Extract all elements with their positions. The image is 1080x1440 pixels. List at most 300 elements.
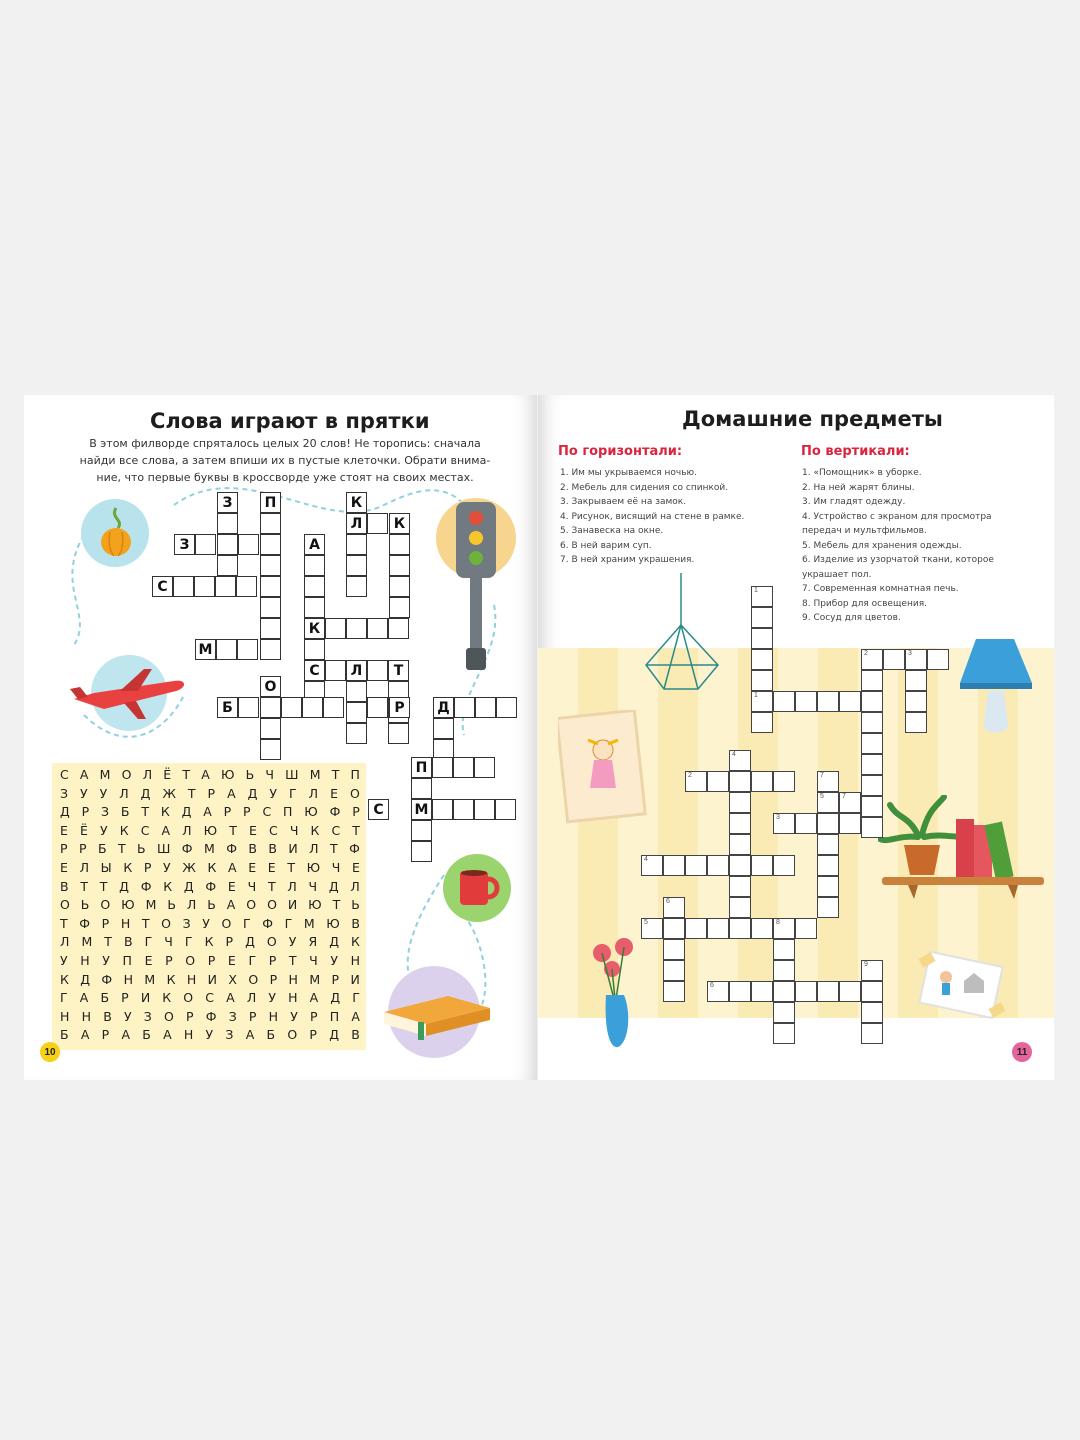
word-search-letter[interactable]: А bbox=[309, 990, 319, 1006]
word-search-letter[interactable]: Ж bbox=[182, 860, 196, 875]
cross-cell[interactable] bbox=[751, 918, 773, 939]
cross-cell[interactable] bbox=[817, 813, 839, 834]
word-search-letter[interactable]: К bbox=[60, 971, 69, 987]
cross-cell[interactable] bbox=[389, 555, 410, 576]
cross-cell[interactable] bbox=[861, 1023, 883, 1044]
cross-cell[interactable] bbox=[861, 733, 883, 754]
word-search-letter[interactable]: В bbox=[351, 1027, 360, 1043]
word-search-letter[interactable]: З bbox=[101, 804, 110, 820]
cross-cell[interactable] bbox=[729, 897, 751, 918]
word-search-letter[interactable]: Ю bbox=[220, 767, 235, 782]
word-search-letter[interactable]: Р bbox=[352, 804, 360, 820]
cross-cell[interactable] bbox=[238, 534, 259, 555]
cross-cell[interactable]: З bbox=[174, 534, 195, 555]
cross-cell[interactable] bbox=[217, 555, 238, 576]
cross-cell[interactable] bbox=[325, 660, 346, 681]
word-search-letter[interactable]: В bbox=[103, 1008, 112, 1024]
cross-cell[interactable] bbox=[927, 649, 949, 670]
word-search-letter[interactable]: П bbox=[122, 953, 132, 968]
word-search-letter[interactable]: О bbox=[100, 897, 111, 913]
cross-cell[interactable] bbox=[325, 618, 346, 639]
cross-cell[interactable] bbox=[388, 723, 409, 744]
word-search-letter[interactable]: Ф bbox=[329, 804, 341, 820]
word-search-letter[interactable]: Т bbox=[117, 841, 126, 857]
word-search-letter[interactable]: П bbox=[350, 767, 360, 782]
cross-cell[interactable] bbox=[304, 639, 325, 660]
cross-cell[interactable] bbox=[217, 534, 238, 555]
word-search-letter[interactable]: Н bbox=[81, 1008, 91, 1024]
word-search-letter[interactable]: Ф bbox=[205, 1008, 217, 1024]
cross-cell[interactable]: П bbox=[260, 492, 281, 513]
cross-cell[interactable] bbox=[474, 757, 495, 778]
word-search-letter[interactable]: А bbox=[226, 897, 236, 913]
cross-cell[interactable] bbox=[861, 960, 883, 981]
cross-cell[interactable] bbox=[663, 918, 685, 939]
word-search-letter[interactable]: Т bbox=[187, 785, 196, 801]
cross-cell[interactable] bbox=[729, 918, 751, 939]
cross-cell[interactable] bbox=[304, 555, 325, 576]
word-search-letter[interactable]: Р bbox=[78, 841, 87, 857]
cross-cell[interactable] bbox=[237, 639, 258, 660]
cross-cell[interactable] bbox=[260, 639, 281, 660]
word-search-letter[interactable]: Г bbox=[184, 934, 193, 950]
word-search-letter[interactable]: В bbox=[351, 915, 360, 931]
cross-cell[interactable] bbox=[773, 813, 795, 834]
word-search-letter[interactable]: Ч bbox=[331, 860, 341, 875]
cross-cell[interactable]: М bbox=[411, 799, 432, 820]
cross-cell[interactable] bbox=[773, 855, 795, 876]
word-search-letter[interactable]: В bbox=[268, 841, 277, 857]
cross-cell[interactable] bbox=[663, 960, 685, 981]
word-search-letter[interactable]: Р bbox=[310, 1008, 318, 1024]
word-search-letter[interactable]: Д bbox=[245, 934, 255, 950]
word-search-letter[interactable]: Х bbox=[228, 971, 237, 987]
word-search-letter[interactable]: Т bbox=[60, 915, 68, 931]
cross-cell[interactable] bbox=[173, 576, 194, 597]
word-search-letter[interactable]: Д bbox=[183, 878, 194, 894]
cross-cell[interactable] bbox=[346, 723, 367, 744]
word-search-letter[interactable]: М bbox=[144, 971, 156, 987]
cross-cell[interactable] bbox=[817, 897, 839, 918]
cross-cell[interactable] bbox=[453, 799, 474, 820]
word-search-letter[interactable]: М bbox=[303, 915, 315, 931]
word-search-letter[interactable]: Р bbox=[101, 915, 110, 931]
word-search-letter[interactable]: А bbox=[80, 1027, 90, 1043]
word-search-letter[interactable]: Р bbox=[248, 1008, 257, 1024]
word-search-letter[interactable]: Н bbox=[183, 1027, 194, 1043]
word-search-letter[interactable]: Р bbox=[165, 953, 173, 968]
cross-cell[interactable] bbox=[346, 555, 367, 576]
word-search-letter[interactable]: Б bbox=[60, 1027, 69, 1043]
cross-cell[interactable]: А bbox=[304, 534, 325, 555]
word-search-letter[interactable]: Р bbox=[60, 841, 68, 857]
cross-cell[interactable] bbox=[905, 649, 927, 670]
word-search-letter[interactable]: Ф bbox=[140, 878, 152, 894]
cross-cell[interactable] bbox=[367, 697, 388, 718]
word-search-letter[interactable]: А bbox=[245, 1027, 255, 1043]
word-search-letter[interactable]: А bbox=[79, 767, 89, 782]
cross-cell[interactable] bbox=[346, 576, 367, 597]
word-search-letter[interactable]: Б bbox=[120, 804, 130, 820]
cross-cell[interactable] bbox=[260, 576, 281, 597]
word-search-letter[interactable]: Б bbox=[97, 841, 107, 857]
cross-cell[interactable] bbox=[346, 534, 367, 555]
word-search-letter[interactable]: О bbox=[121, 767, 132, 782]
word-search-letter[interactable]: А bbox=[161, 822, 171, 838]
cross-cell[interactable] bbox=[641, 918, 663, 939]
cross-cell[interactable] bbox=[861, 817, 883, 838]
word-search-letter[interactable]: Н bbox=[186, 971, 197, 987]
word-search-letter[interactable]: Л bbox=[119, 785, 129, 801]
cross-cell[interactable] bbox=[751, 628, 773, 649]
word-search-letter[interactable]: Т bbox=[80, 878, 88, 894]
word-search-letter[interactable]: Д bbox=[80, 971, 91, 987]
word-search-letter[interactable]: Т bbox=[141, 804, 149, 820]
word-search-letter[interactable]: Г bbox=[289, 785, 297, 801]
word-search-letter[interactable]: А bbox=[121, 1027, 130, 1043]
word-search-letter[interactable]: Л bbox=[142, 767, 153, 782]
word-search-letter[interactable]: Р bbox=[207, 785, 216, 801]
word-search-letter[interactable]: К bbox=[160, 804, 170, 820]
word-search-letter[interactable]: О bbox=[161, 915, 171, 931]
word-search-letter[interactable]: Ю bbox=[306, 860, 321, 875]
cross-cell[interactable] bbox=[411, 820, 432, 841]
cross-cell[interactable] bbox=[260, 618, 281, 639]
cross-cell[interactable] bbox=[817, 981, 839, 1002]
word-search-letter[interactable]: У bbox=[268, 990, 276, 1006]
cross-cell[interactable] bbox=[367, 660, 388, 681]
word-search-letter[interactable]: Д bbox=[247, 785, 258, 801]
word-search-letter[interactable]: К bbox=[166, 971, 176, 987]
word-search-letter[interactable]: Д bbox=[119, 878, 129, 894]
word-search-letter[interactable]: К bbox=[163, 878, 173, 894]
word-search-letter[interactable]: А bbox=[203, 804, 212, 820]
cross-cell[interactable] bbox=[905, 670, 927, 691]
cross-cell[interactable] bbox=[773, 1002, 795, 1023]
cross-cell[interactable] bbox=[388, 618, 409, 639]
word-search-letter[interactable]: О bbox=[246, 897, 257, 913]
word-search-letter[interactable]: Ф bbox=[101, 971, 113, 987]
word-search-letter[interactable]: Я bbox=[308, 934, 318, 950]
word-search-letter[interactable]: Д bbox=[60, 804, 70, 820]
cross-cell[interactable] bbox=[861, 691, 883, 712]
word-search-letter[interactable]: У bbox=[330, 953, 338, 968]
word-search-letter[interactable]: Н bbox=[80, 953, 90, 968]
word-search-letter[interactable]: Т bbox=[99, 878, 108, 894]
word-search-letter[interactable]: У bbox=[99, 785, 108, 801]
word-search-letter[interactable]: Ю bbox=[308, 897, 322, 913]
word-search-letter[interactable]: Р bbox=[101, 1027, 110, 1043]
word-search-letter[interactable]: Г bbox=[352, 990, 360, 1006]
cross-cell[interactable] bbox=[795, 918, 817, 939]
cross-cell[interactable] bbox=[707, 981, 729, 1002]
cross-cell[interactable] bbox=[304, 576, 325, 597]
word-search-letter[interactable]: К bbox=[310, 822, 320, 838]
word-search-letter[interactable]: Е bbox=[227, 953, 236, 968]
word-search-letter[interactable]: Ч bbox=[164, 934, 173, 950]
cross-cell[interactable] bbox=[773, 939, 795, 960]
word-search-letter[interactable]: Ч bbox=[289, 822, 299, 838]
cross-cell[interactable] bbox=[729, 876, 751, 897]
cross-cell[interactable] bbox=[685, 855, 707, 876]
word-search-letter[interactable]: У bbox=[60, 953, 68, 968]
cross-cell[interactable] bbox=[773, 771, 795, 792]
cross-cell[interactable] bbox=[323, 697, 344, 718]
word-search-letter[interactable]: Ф bbox=[79, 915, 91, 931]
word-search-letter[interactable]: Е bbox=[267, 860, 276, 875]
cross-cell[interactable] bbox=[751, 586, 773, 607]
cross-cell[interactable] bbox=[751, 771, 773, 792]
cross-cell[interactable] bbox=[215, 576, 236, 597]
word-search-letter[interactable]: С bbox=[205, 990, 214, 1006]
cross-cell[interactable]: Б bbox=[217, 697, 238, 718]
cross-cell[interactable] bbox=[389, 597, 410, 618]
word-search-letter[interactable]: И bbox=[350, 971, 360, 987]
word-search-letter[interactable]: Ч bbox=[265, 767, 274, 782]
cross-cell[interactable] bbox=[238, 697, 259, 718]
cross-cell[interactable] bbox=[217, 513, 238, 534]
cross-cell[interactable] bbox=[883, 649, 905, 670]
word-search-letter[interactable]: Р bbox=[143, 860, 152, 875]
cross-cell[interactable] bbox=[260, 697, 281, 718]
word-search-letter[interactable]: И bbox=[288, 841, 298, 857]
cross-cell[interactable] bbox=[751, 855, 773, 876]
cross-cell[interactable] bbox=[817, 834, 839, 855]
cross-cell[interactable] bbox=[817, 691, 839, 712]
cross-cell[interactable] bbox=[729, 855, 751, 876]
word-search-letter[interactable]: О bbox=[349, 785, 360, 801]
word-search-letter[interactable]: Е bbox=[352, 860, 360, 875]
word-search-letter[interactable]: Ч bbox=[309, 953, 318, 968]
cross-cell[interactable] bbox=[707, 918, 729, 939]
word-search-letter[interactable]: Г bbox=[242, 915, 251, 931]
cross-cell[interactable] bbox=[433, 718, 454, 739]
cross-cell[interactable]: С bbox=[304, 660, 325, 681]
cross-cell[interactable] bbox=[861, 796, 883, 817]
word-search-letter[interactable]: Е bbox=[248, 860, 257, 875]
word-search-letter[interactable]: Д bbox=[328, 878, 339, 894]
cross-cell[interactable] bbox=[773, 691, 795, 712]
word-search-letter[interactable]: Ё bbox=[163, 767, 172, 782]
word-search-letter[interactable]: Ф bbox=[262, 915, 273, 931]
word-search-letter[interactable]: В bbox=[123, 934, 133, 950]
cross-cell[interactable] bbox=[663, 981, 685, 1002]
cross-cell[interactable] bbox=[260, 597, 281, 618]
cross-cell[interactable] bbox=[236, 576, 257, 597]
word-search-letter[interactable]: У bbox=[80, 785, 88, 801]
cross-cell[interactable] bbox=[729, 750, 751, 771]
word-search-letter[interactable]: Н bbox=[120, 915, 131, 931]
cross-cell[interactable] bbox=[685, 771, 707, 792]
word-search-letter[interactable]: У bbox=[202, 915, 210, 931]
word-search-letter[interactable]: О bbox=[60, 897, 70, 913]
word-search-letter[interactable]: С bbox=[140, 822, 150, 838]
word-search-letter[interactable]: Н bbox=[123, 971, 133, 987]
cross-cell[interactable] bbox=[454, 697, 475, 718]
cross-cell[interactable] bbox=[389, 576, 410, 597]
word-search-letter[interactable]: И bbox=[207, 971, 217, 987]
word-search-letter[interactable]: У bbox=[102, 953, 110, 968]
word-search-letter[interactable]: А bbox=[79, 990, 89, 1006]
word-search-letter[interactable]: Р bbox=[186, 1008, 194, 1024]
cross-cell[interactable] bbox=[411, 841, 432, 862]
cross-cell[interactable] bbox=[346, 618, 367, 639]
word-search-letter[interactable]: Ь bbox=[167, 897, 176, 913]
cross-cell[interactable] bbox=[861, 754, 883, 775]
word-search-letter[interactable]: Ш bbox=[157, 841, 171, 857]
cross-cell[interactable] bbox=[304, 597, 325, 618]
cross-cell[interactable]: Р bbox=[389, 697, 410, 718]
word-search-letter[interactable]: Е bbox=[330, 785, 338, 801]
word-search-letter[interactable]: А bbox=[351, 1008, 360, 1024]
word-search-letter[interactable]: Р bbox=[269, 971, 278, 987]
cross-cell[interactable]: С bbox=[368, 799, 389, 820]
word-search-letter[interactable]: Ю bbox=[326, 915, 340, 931]
word-search-letter[interactable]: Ю bbox=[203, 822, 218, 838]
word-search-letter[interactable]: Т bbox=[141, 915, 150, 931]
word-search-letter[interactable]: Н bbox=[288, 990, 298, 1006]
cross-cell[interactable] bbox=[346, 702, 367, 723]
cross-cell[interactable] bbox=[817, 876, 839, 897]
word-search-letter[interactable]: И bbox=[287, 897, 298, 913]
word-search-letter[interactable]: Ф bbox=[205, 878, 217, 894]
word-search-letter[interactable]: У bbox=[100, 822, 108, 838]
cross-cell[interactable] bbox=[751, 670, 773, 691]
cross-cell[interactable] bbox=[432, 757, 453, 778]
cross-cell[interactable] bbox=[795, 691, 817, 712]
cross-cell[interactable] bbox=[751, 649, 773, 670]
word-search-letter[interactable]: К bbox=[119, 822, 129, 838]
word-search-letter[interactable]: О bbox=[221, 915, 232, 931]
word-search-letter[interactable]: У bbox=[123, 1008, 132, 1024]
cross-cell[interactable]: С bbox=[152, 576, 173, 597]
word-search-letter[interactable]: О bbox=[267, 897, 277, 913]
word-search-letter[interactable]: Ф bbox=[226, 841, 237, 857]
word-search-letter[interactable]: Л bbox=[60, 934, 70, 950]
word-search-letter[interactable]: Ё bbox=[80, 822, 88, 838]
cross-cell[interactable] bbox=[773, 981, 795, 1002]
word-search-letter[interactable]: Р bbox=[81, 804, 90, 820]
cross-cell[interactable] bbox=[663, 897, 685, 918]
word-search-letter[interactable]: А bbox=[163, 1027, 172, 1043]
word-search-letter[interactable]: Н bbox=[350, 953, 360, 968]
word-search-letter[interactable]: Р bbox=[223, 804, 232, 820]
word-search-letter[interactable]: К bbox=[207, 860, 217, 875]
cross-cell[interactable] bbox=[367, 513, 388, 534]
word-search-letter[interactable]: О bbox=[185, 953, 196, 968]
word-search-letter[interactable]: С bbox=[269, 822, 278, 838]
word-search-letter[interactable]: Д bbox=[181, 804, 192, 820]
cross-cell[interactable] bbox=[729, 792, 751, 813]
cross-cell[interactable] bbox=[260, 718, 281, 739]
word-search-letter[interactable]: А bbox=[227, 785, 236, 801]
word-search-letter[interactable]: К bbox=[162, 990, 172, 1006]
word-search-letter[interactable]: Н bbox=[288, 971, 298, 987]
cross-cell[interactable] bbox=[281, 697, 302, 718]
cross-cell[interactable] bbox=[861, 775, 883, 796]
cross-cell[interactable] bbox=[861, 712, 883, 733]
cross-cell[interactable] bbox=[260, 534, 281, 555]
word-search-letter[interactable]: Е bbox=[60, 822, 68, 838]
word-search-letter[interactable]: Т bbox=[330, 841, 338, 857]
word-search-letter[interactable]: У bbox=[288, 934, 297, 950]
word-search-letter[interactable]: Б bbox=[142, 1027, 151, 1043]
word-search-letter[interactable]: Е bbox=[60, 860, 68, 875]
word-search-letter[interactable]: Р bbox=[331, 971, 340, 987]
cross-cell[interactable] bbox=[773, 1023, 795, 1044]
word-search-letter[interactable]: Л bbox=[79, 860, 89, 875]
word-search-letter[interactable]: Ф bbox=[349, 841, 360, 857]
word-search-letter[interactable]: К bbox=[204, 934, 214, 950]
word-search-letter[interactable]: О bbox=[248, 971, 259, 987]
word-search-letter[interactable]: Л bbox=[287, 878, 297, 894]
word-search-letter[interactable]: С bbox=[331, 822, 341, 838]
word-search-letter[interactable]: О bbox=[163, 1008, 174, 1024]
word-search-letter[interactable]: Ч bbox=[308, 878, 318, 894]
word-search-letter[interactable]: Г bbox=[284, 915, 293, 931]
word-search-letter[interactable]: Ж bbox=[162, 785, 176, 801]
cross-cell[interactable] bbox=[905, 712, 927, 733]
word-search-letter[interactable]: Т bbox=[352, 822, 360, 838]
word-search-letter[interactable]: С bbox=[262, 804, 272, 820]
cross-cell[interactable] bbox=[773, 960, 795, 981]
word-search-letter[interactable]: З bbox=[60, 785, 69, 801]
cross-cell[interactable]: Д bbox=[433, 697, 454, 718]
cross-cell[interactable] bbox=[475, 697, 496, 718]
word-search-letter[interactable]: Л bbox=[182, 822, 192, 838]
cross-cell[interactable] bbox=[302, 697, 323, 718]
cross-cell[interactable]: К bbox=[304, 618, 325, 639]
cross-cell[interactable] bbox=[839, 981, 861, 1002]
word-search-letter[interactable]: М bbox=[309, 767, 321, 782]
word-search-letter[interactable]: Е bbox=[249, 822, 257, 838]
word-search-letter[interactable]: М bbox=[145, 897, 157, 913]
word-search-letter[interactable]: Ь bbox=[351, 897, 360, 913]
cross-cell[interactable]: К bbox=[389, 513, 410, 534]
cross-cell[interactable] bbox=[839, 792, 861, 813]
word-search-letter[interactable]: М bbox=[309, 971, 321, 987]
word-search-letter[interactable]: Ы bbox=[100, 860, 112, 875]
word-search-letter[interactable]: Р bbox=[309, 1027, 317, 1043]
cross-cell[interactable] bbox=[839, 813, 861, 834]
word-search-letter[interactable]: К bbox=[123, 860, 133, 875]
cross-cell[interactable] bbox=[707, 771, 729, 792]
cross-cell[interactable] bbox=[495, 799, 516, 820]
word-search-letter[interactable]: Ш bbox=[285, 767, 299, 782]
cross-cell[interactable]: М bbox=[195, 639, 216, 660]
word-search-letter[interactable]: Ь bbox=[245, 767, 255, 782]
cross-cell[interactable] bbox=[411, 778, 432, 799]
word-search-letter[interactable]: Т bbox=[288, 953, 297, 968]
word-search-letter[interactable]: Ф bbox=[181, 841, 193, 857]
word-search-letter[interactable]: Г bbox=[144, 934, 153, 950]
word-search-letter[interactable]: Т bbox=[229, 822, 237, 838]
word-search-letter[interactable]: О bbox=[266, 934, 277, 950]
cross-cell[interactable] bbox=[194, 576, 215, 597]
cross-cell[interactable]: З bbox=[217, 492, 238, 513]
word-search-letter[interactable]: Н bbox=[268, 1008, 279, 1024]
word-search-letter[interactable]: Д bbox=[329, 934, 339, 950]
word-search-letter[interactable]: З bbox=[225, 1027, 234, 1043]
word-search-letter[interactable]: Л bbox=[308, 785, 319, 801]
cross-cell[interactable] bbox=[861, 981, 883, 1002]
cross-cell[interactable] bbox=[663, 939, 685, 960]
word-search-letter[interactable]: Т bbox=[287, 860, 295, 875]
word-search-letter[interactable]: Ч bbox=[247, 878, 257, 894]
word-search-letter[interactable]: Т bbox=[267, 878, 276, 894]
word-search-letter[interactable]: З bbox=[228, 1008, 237, 1024]
word-search-letter[interactable]: Ю bbox=[304, 804, 318, 820]
